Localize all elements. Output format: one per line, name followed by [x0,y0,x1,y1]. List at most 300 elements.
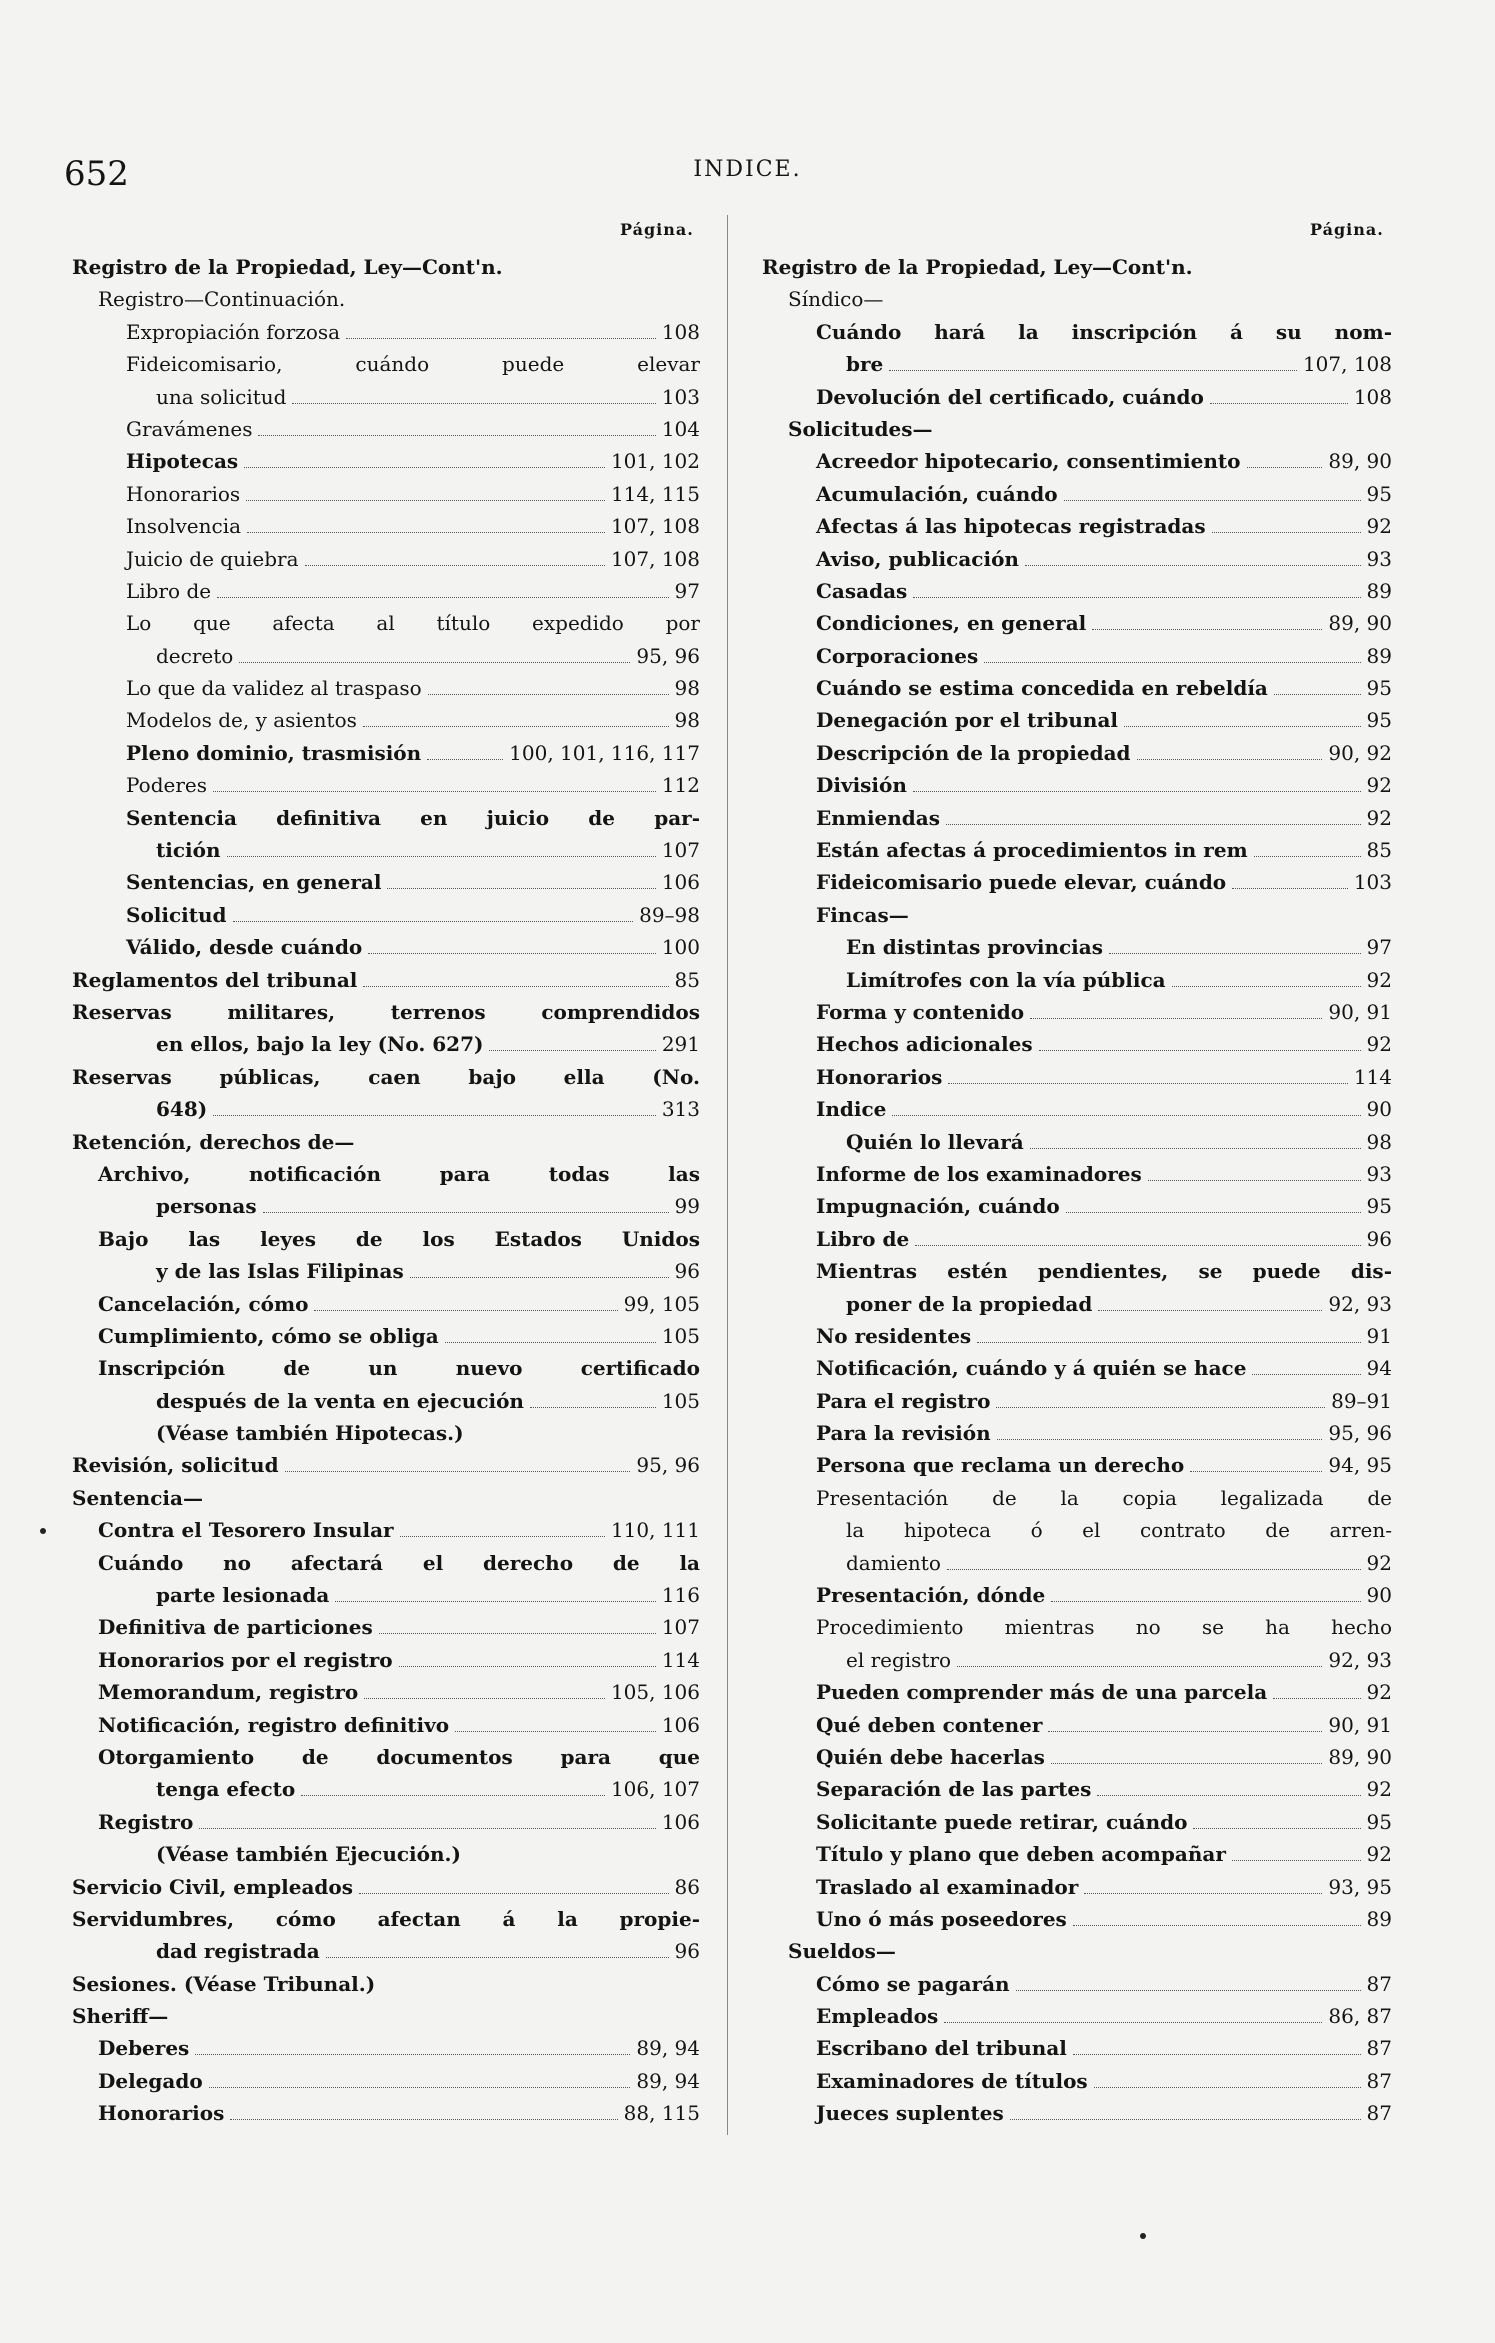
entry-text: en ellos, bajo la ley (No. 627) [156,1032,484,1057]
page-ref: 114, 115 [610,481,700,506]
dot-leader [209,2087,631,2088]
index-entry [762,899,1392,931]
page-ref: 101, 102 [610,449,700,474]
index-entry [72,575,700,607]
index-entry [762,316,1392,348]
page-ref: 88, 115 [623,2101,700,2126]
index-entry [762,1871,1392,1903]
entry-text: parte lesionada [156,1583,330,1608]
dot-leader [1212,532,1361,533]
entry-text: Cumplimiento, cómo se obliga [98,1323,439,1348]
page-ref: 86 [674,1874,700,1899]
dot-leader [913,791,1361,792]
page-ref: 93, 95 [1328,1874,1392,1899]
index-entry [72,478,700,510]
entry-text: Honorarios [98,2101,225,2126]
entry-text: tenga efecto [156,1777,296,1802]
index-entry [72,1676,700,1708]
index-entry [762,1547,1392,1579]
page-ref: 92 [1366,967,1392,992]
index-entry [762,1352,1392,1384]
entry-text: Reservas militares, terrenos comprendidos [72,999,700,1024]
entry-text: (Véase también Hipotecas.) [156,1421,464,1446]
entry-text: No residentes [816,1323,972,1348]
page-ref: 107, 108 [610,546,700,571]
page-number: 652 [64,154,129,194]
dot-leader [889,370,1297,371]
index-entry [72,413,700,445]
entry-text: Devolución del certificado, cuándo [816,384,1204,409]
entry-text: Gravámenes [126,416,253,441]
entry-text: Notificación, cuándo y á quién se hace [816,1356,1247,1381]
entry-text: Pleno dominio, trasmisión [126,740,422,765]
page-ref: 95, 96 [636,643,700,668]
index-entry [72,1482,700,1514]
entry-text: una solicitud [156,384,287,409]
entry-text: 648) [156,1097,208,1122]
dot-leader [363,726,669,727]
entry-text: Solicitante puede retirar, cuándo [816,1809,1188,1834]
dot-leader [1098,1310,1322,1311]
index-entry [762,1709,1392,1741]
entry-text: Expropiación forzosa [126,319,341,344]
entry-text: Definitiva de particiones [98,1615,373,1640]
dot-leader [427,759,503,760]
dot-leader [326,1957,669,1958]
index-entry [762,1385,1392,1417]
page-ref: 92 [1366,1842,1392,1867]
page-ref: 103 [661,384,700,409]
page-ref: 89–91 [1331,1388,1392,1413]
index-entry [72,802,700,834]
page-ref: 97 [674,578,700,603]
entry-text: Pueden comprender más de una parcela [816,1680,1268,1705]
page-ref: 86, 87 [1328,2004,1392,2029]
dot-leader [1193,1828,1360,1829]
page-ref: 105 [661,1323,700,1348]
entry-text: Enmiendas [816,805,941,830]
index-entry [762,1968,1392,2000]
page-ref: 91 [1366,1323,1392,1348]
entry-text: (Véase también Ejecución.) [156,1842,461,1867]
page-ref: 97 [1366,935,1392,960]
index-entry [72,964,700,996]
dot-leader [1092,629,1322,630]
dot-leader [445,1342,656,1343]
index-entry [762,381,1392,413]
index-entry [762,1806,1392,1838]
entry-text: el registro [846,1647,952,1672]
dot-leader [1051,1763,1322,1764]
index-entry [762,996,1392,1028]
page-ref: 85 [674,967,700,992]
entry-text: tición [156,838,221,863]
page-ref: 95 [1366,481,1392,506]
dot-leader [285,1471,631,1472]
index-entry [72,1352,700,1384]
index-entry [72,1935,700,1967]
entry-text: Archivo, notificación para todas las [98,1161,700,1186]
page-ref: 94 [1366,1356,1392,1381]
entry-text: Qué deben contener [816,1712,1043,1737]
page-ref: 96 [1366,1226,1392,1251]
index-entry [72,1547,700,1579]
dot-leader [387,888,655,889]
index-entry [72,1158,700,1190]
page-ref: 95 [1366,1809,1392,1834]
entry-text: Sentencias, en general [126,870,382,895]
index-entry [72,607,700,639]
index-entry [72,2097,700,2129]
index-entry [72,381,700,413]
dot-leader [368,953,656,954]
page-ref: 89, 94 [636,2036,700,2061]
index-entry [72,2000,700,2032]
page-ref: 107 [661,838,700,863]
page-ref: 291 [661,1032,700,1057]
entry-text: Honorarios [126,481,241,506]
dot-leader [1274,694,1361,695]
index-entry [762,478,1392,510]
dot-leader [892,1115,1360,1116]
index-entry [72,2065,700,2097]
index-entry [72,543,700,575]
page-ref: 95 [1366,1194,1392,1219]
entry-text: Quién debe hacerlas [816,1744,1045,1769]
index-entry [72,283,700,315]
dot-leader [292,403,655,404]
dot-leader [1064,500,1361,501]
dot-leader [1252,1374,1360,1375]
page-ref: 108 [1353,384,1392,409]
index-entry [72,1028,700,1060]
dot-leader [1016,1990,1361,1991]
entry-text: Afectas á las hipotecas registradas [816,514,1206,539]
dot-leader [1030,1148,1361,1149]
entry-text: Libro de [126,578,212,603]
dot-leader [1232,1860,1361,1861]
index-entry [72,1223,700,1255]
page-ref: 89, 94 [636,2068,700,2093]
index-entry [72,1288,700,1320]
page-ref: 95 [1366,676,1392,701]
index-entry [762,1482,1392,1514]
dot-leader [948,1083,1347,1084]
page-ref: 92 [1366,514,1392,539]
dot-leader [913,597,1360,598]
page-header-title: INDICE. [693,157,802,182]
entry-text: Síndico— [788,287,884,312]
dot-leader [1254,856,1361,857]
page-ref: 92 [1366,1680,1392,1705]
entry-text: Libro de [816,1226,910,1251]
index-entry [762,1644,1392,1676]
dot-leader [1148,1180,1361,1181]
entry-text: Cómo se pagarán [816,1971,1010,1996]
index-entry [72,1611,700,1643]
pagina-label-left: Página. [620,220,694,239]
index-entry [72,672,700,704]
index-entry [72,1061,700,1093]
dot-leader [997,1439,1323,1440]
index-entry [72,1385,700,1417]
entry-text: Registro de la Propiedad, Ley—Cont'n. [762,255,1193,279]
dot-leader [1124,726,1361,727]
dot-leader [227,856,656,857]
index-entry [762,575,1392,607]
index-entry [72,1838,700,1870]
page-ref: 87 [1366,2101,1392,2126]
index-entry [762,1611,1392,1643]
dot-leader [1109,953,1361,954]
index-entry [762,672,1392,704]
pagina-label-right: Página. [1310,220,1384,239]
index-entry [72,1968,700,2000]
index-entry [72,769,700,801]
index-entry [72,737,700,769]
dot-leader [314,1310,617,1311]
index-entry [762,2065,1392,2097]
index-entry [72,1579,700,1611]
dot-leader [455,1731,656,1732]
page-ref: 96 [674,1259,700,1284]
entry-text: Están afectas á procedimientos in rem [816,838,1248,863]
page-ref: 99, 105 [623,1291,700,1316]
dot-leader [239,662,630,663]
entry-text: Fincas— [816,902,909,927]
entry-text: Poderes [126,773,207,798]
index-entry [72,1126,700,1158]
index-entry [762,607,1392,639]
entry-text: Cuándo hará la inscripción á su nom- [816,319,1392,344]
dot-leader [1030,1018,1322,1019]
index-entry [72,510,700,542]
index-entry [72,348,700,380]
page-ref: 92, 93 [1328,1291,1392,1316]
entry-text: Inscripción de un nuevo certificado [98,1356,700,1381]
index-entry [762,283,1392,315]
index-entry [762,510,1392,542]
index-entry [762,2032,1392,2064]
dot-leader [1084,1893,1322,1894]
entry-text: Condiciones, en general [816,611,1087,636]
entry-text: Solicitud [126,902,227,927]
page-ref: 107 [661,1615,700,1640]
page-ref: 90 [1366,1097,1392,1122]
page-ref: 100, 101, 116, 117 [509,740,700,765]
dot-leader [233,921,634,922]
page-ref: 98 [674,708,700,733]
dot-leader [1172,986,1361,987]
entry-text: Mientras estén pendientes, se puede dis- [816,1259,1392,1284]
index-entry [762,1028,1392,1060]
dot-leader [489,1050,655,1051]
page-ref: 93 [1366,546,1392,571]
dot-leader [247,532,605,533]
page-ref: 105 [661,1388,700,1413]
page-ref: 92 [1366,1032,1392,1057]
entry-text: Deberes [98,2036,190,2061]
index-entry [72,1320,700,1352]
dot-leader [915,1245,1360,1246]
dot-leader [305,565,605,566]
index-entry [762,834,1392,866]
page-ref: 92 [1366,1550,1392,1575]
entry-text: la hipoteca ó el contrato de arren- [846,1518,1392,1543]
entry-text: Lo que da validez al traspaso [126,676,422,701]
page-ref: 96 [674,1939,700,1964]
page-ref: 89–98 [639,902,700,927]
entry-text: Limítrofes con la vía pública [846,967,1166,992]
dot-leader [195,2054,630,2055]
index-entry [72,1190,700,1222]
dot-leader [363,986,668,987]
index-entry [762,1773,1392,1805]
entry-text: Hechos adicionales [816,1032,1033,1057]
entry-text: División [816,773,907,798]
page-ref: 100 [661,935,700,960]
page-ref: 89 [1366,643,1392,668]
page-ref: 104 [661,416,700,441]
dot-leader [301,1795,605,1796]
entry-text: Escribano del tribunal [816,2036,1067,2061]
index-entry [762,1288,1392,1320]
entry-text: Honorarios [816,1064,943,1089]
dot-leader [1232,888,1348,889]
page-ref: 107, 108 [610,514,700,539]
page-ref: 106 [661,870,700,895]
dot-leader [364,1698,605,1699]
index-entry [72,1903,700,1935]
entry-text: Notificación, registro definitivo [98,1712,450,1737]
entry-text: Servicio Civil, empleados [72,1874,353,1899]
entry-text: Para el registro [816,1388,991,1413]
index-entry [762,802,1392,834]
entry-text: Sesiones. (Véase Tribunal.) [72,1971,376,1996]
page-ref: 116 [661,1583,700,1608]
entry-text: Impugnación, cuándo [816,1194,1060,1219]
dot-leader [230,2119,617,2120]
index-entry [762,1320,1392,1352]
page-ref: 90, 91 [1328,999,1392,1024]
dot-leader [258,435,655,436]
index-entry [72,251,700,283]
index-entry [72,640,700,672]
page-ref: 89, 90 [1328,1744,1392,1769]
entry-text: Traslado al examinador [816,1874,1079,1899]
entry-text: Memorandum, registro [98,1680,359,1705]
entry-text: Corporaciones [816,643,979,668]
dot-leader [1097,1795,1360,1796]
index-entry [762,2097,1392,2129]
dot-leader [246,500,605,501]
page-ref: 110, 111 [610,1518,700,1543]
dot-leader [263,1212,669,1213]
index-entry [72,1806,700,1838]
index-entry [72,834,700,866]
page-ref: 106 [661,1809,700,1834]
page-ref: 87 [1366,2036,1392,2061]
index-entry [72,1093,700,1125]
dot-leader [1137,759,1323,760]
entry-text: Insolvencia [126,514,242,539]
dot-leader [428,694,669,695]
index-entry [762,445,1392,477]
stray-mark [1140,2233,1146,2239]
dot-leader [399,1666,656,1667]
dot-leader [1025,565,1361,566]
page-ref: 90, 92 [1328,740,1392,765]
index-entry [72,1417,700,1449]
entry-text: Título y plano que deben acompañar [816,1842,1226,1867]
index-entry [72,1741,700,1773]
page-ref: 106 [661,1712,700,1737]
entry-text: Reservas públicas, caen bajo ella (No. [72,1064,700,1089]
entry-text: y de las Islas Filipinas [156,1259,404,1284]
index-entry [762,866,1392,898]
entry-text: Registro de la Propiedad, Ley—Cont'n. [72,255,503,279]
entry-text: Uno ó más poseedores [816,1906,1067,1931]
entry-text: Acreedor hipotecario, consentimiento [816,449,1241,474]
index-entry [762,964,1392,996]
index-entry [72,931,700,963]
index-entry [72,899,700,931]
entry-text: Honorarios por el registro [98,1647,393,1672]
entry-text: Contra el Tesorero Insular [98,1518,394,1543]
dot-leader [946,824,1361,825]
entry-text: Para la revisión [816,1421,991,1446]
entry-text: Servidumbres, cómo afectan á la propie- [72,1906,700,1931]
index-entry [762,737,1392,769]
entry-text: Solicitudes— [788,416,933,441]
dot-leader [1247,467,1323,468]
entry-text: Sheriff— [72,2004,169,2029]
dot-leader [984,662,1360,663]
index-entry [762,640,1392,672]
dot-leader [957,1666,1322,1667]
index-entry [762,2000,1392,2032]
page-ref: 92 [1366,1777,1392,1802]
dot-leader [244,467,605,468]
dot-leader [977,1342,1360,1343]
page-ref: 95, 96 [636,1453,700,1478]
dot-leader [346,338,656,339]
page-ref: 95, 96 [1328,1421,1392,1446]
dot-leader [1073,1925,1361,1926]
index-entry [762,1255,1392,1287]
entry-text: Forma y contenido [816,999,1025,1024]
index-entry [72,1709,700,1741]
entry-text: Acumulación, cuándo [816,481,1058,506]
entry-text: Reglamentos del tribunal [72,967,358,992]
entry-text: Registro—Continuación. [98,287,346,312]
index-entry [762,704,1392,736]
index-entry [762,1417,1392,1449]
entry-text: Casadas [816,578,908,603]
index-entry [72,1255,700,1287]
entry-text: Descripción de la propiedad [816,740,1131,765]
index-entry [762,1741,1392,1773]
index-entry [762,348,1392,380]
page-ref: 89, 90 [1328,611,1392,636]
dot-leader [1048,1731,1322,1732]
entry-text: Modelos de, y asientos [126,708,357,733]
dot-leader [1010,2119,1361,2120]
entry-text: Separación de las partes [816,1777,1092,1802]
entry-text: Delegado [98,2068,203,2093]
entry-text: Persona que reclama un derecho [816,1453,1185,1478]
index-entry [762,1935,1392,1967]
